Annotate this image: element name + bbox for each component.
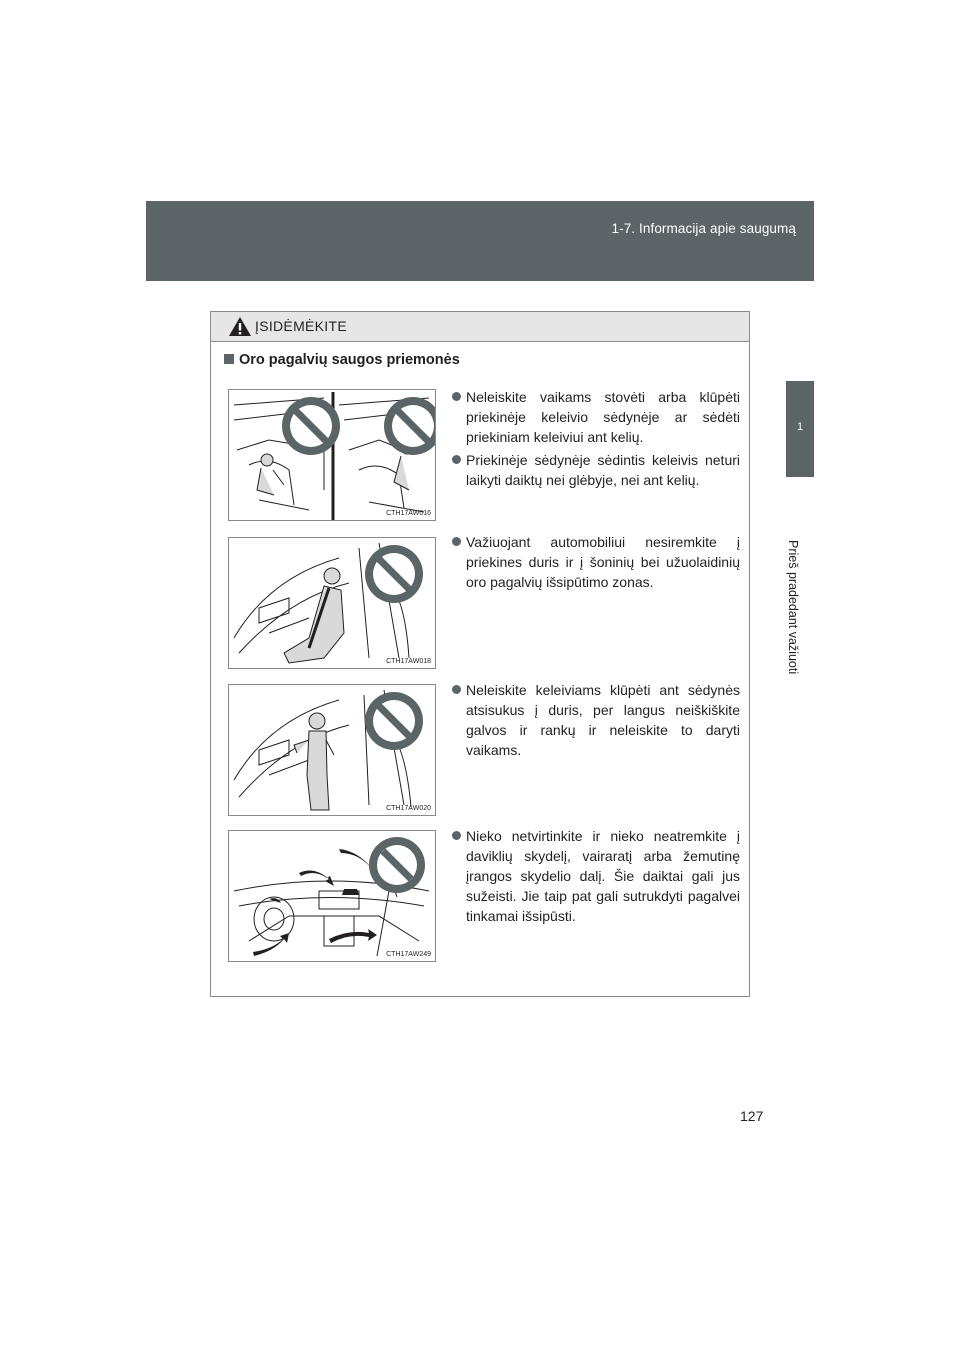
square-bullet-icon — [224, 354, 234, 364]
bullet-icon — [452, 537, 461, 546]
caution-box — [210, 311, 750, 997]
chapter-tab — [786, 381, 814, 477]
bullet-item — [452, 532, 740, 592]
bullet-text: Nieko netvirtinkite ir nieko neatremkite į daviklių skydelį, vairaratį arba žemutinę įrangos skydelio dalį. Šie daiktai gali jus sužeisti. Jie taip pat gali sutrukdyti pagalvei tinkamai išsipūsti. — [466, 828, 740, 924]
chapter-title: Prieš pradedant važiuoti — [786, 540, 800, 675]
chapter-header-band — [146, 201, 814, 281]
bullet-icon — [452, 455, 461, 464]
illustration-code: CTH17AW249 — [386, 951, 431, 958]
section-heading — [224, 352, 460, 368]
objects-on-dashboard-prohibited-illustration — [229, 831, 436, 962]
bullet-icon — [452, 685, 461, 694]
bullet-text: Važiuojant automobiliui nesiremkite į priekines duris ir į šoninių bei užuolaidinių oro pagalvių išsipūtimo zonas. — [466, 534, 740, 590]
illustration-code: CTH17AW016 — [386, 510, 431, 517]
caution-title: ĮSIDĖMĖKITE — [255, 318, 347, 334]
section-title: 1-7. Informacija apie saugumą — [611, 221, 796, 236]
illustration-code: CTH17AW018 — [386, 658, 431, 665]
section-heading-text: Oro pagalvių saugos priemonės — [239, 352, 460, 368]
child-on-seat-prohibited-illustration — [229, 390, 436, 521]
chapter-number: 1 — [796, 421, 804, 433]
caution-header — [211, 312, 749, 342]
page-number: 127 — [740, 1108, 764, 1124]
bullet-item — [452, 826, 740, 926]
leaning-on-door-prohibited-illustration — [229, 538, 436, 669]
bullet-icon — [452, 831, 461, 840]
illustration-kneeling-facing-door — [228, 684, 436, 816]
bullet-icon — [452, 392, 461, 401]
kneeling-facing-door-prohibited-illustration — [229, 685, 436, 816]
bullet-text: Priekinėje sėdynėje sėdintis keleivis neturi laikyti daiktų nei glėbyje, nei ant kelių. — [466, 452, 740, 488]
warning-triangle-icon — [228, 316, 252, 337]
illustration-child-on-seat — [228, 389, 436, 521]
bullet-text: Neleiskite vaikams stovėti arba klūpėti priekinėje keleivio sėdynėje ar sėdėti priekiniam keleiviui ant kelių. — [466, 389, 740, 445]
illustration-leaning-on-door — [228, 537, 436, 669]
bullet-item — [452, 387, 740, 447]
illustration-code: CTH17AW020 — [386, 805, 431, 812]
bullet-item — [452, 680, 740, 760]
bullet-item — [452, 450, 740, 490]
bullet-text: Neleiskite keleiviams klūpėti ant sėdynės atsisukus į duris, per langus neiškiškite galvos ir rankų ir neleiskite to daryti vaikams. — [466, 682, 740, 758]
illustration-objects-on-dashboard — [228, 830, 436, 962]
